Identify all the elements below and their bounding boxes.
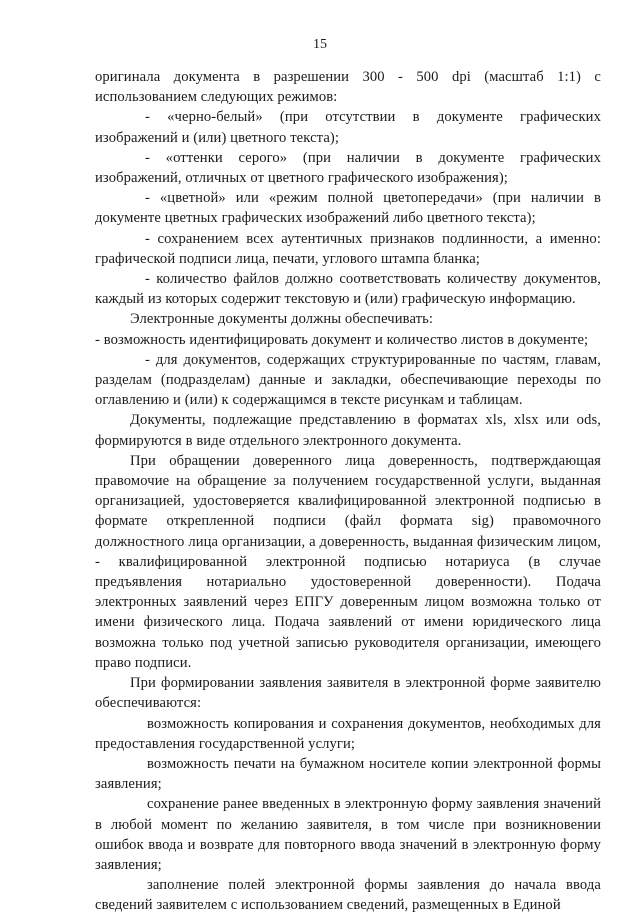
paragraph: - «цветной» или «режим полной цветопередачи» (при наличии в документе цветных графических изображений либо цветного текста);: [95, 190, 601, 227]
document-body: [95, 67, 601, 916]
paragraph: - «черно-белый» (при отсутствии в документе графических изображений и (или) цветного текста);: [95, 109, 601, 146]
paragraph: - «оттенки серого» (при наличии в документе графических изображений, отличных от цветного графического изображения);: [95, 149, 601, 187]
paragraph: заполнение полей электронной формы заявления до начала ввода сведений заявителем с использованием сведений, размещенных в Единой: [95, 877, 601, 914]
paragraph: Электронные документы должны обеспечивать:: [130, 311, 434, 328]
paragraph: При обращении доверенного лица доверенность, подтверждающая правомочие на обращение за получением государственной услуги, выданная организацией, удостоверяется квалифицированной электронной подписью в формате открепленной подписи (файл формата sig) правомочного должностного лица организации, а доверенность, выданная физическим лицом, - квалифицированной электронной подписью нотариуса (в случае предъявления нотариально удостоверенной доверенности). Подача электронных заявлений через ЕПГУ доверенным лицом возможна только от имени физического лица. Подача заявлений от имени юридического лица возможна только под учетной записью руководителя организации, имеющего право подписи.: [95, 452, 601, 671]
page-number: 15: [313, 37, 327, 52]
paragraph: оригинала документа в разрешении 300 - 500 dpi (масштаб 1:1) с использованием следующих режимов:: [95, 69, 601, 106]
paragraph: - количество файлов должно соответствовать количеству документов, каждый из которых содержит текстовую и (или) графическую информацию.: [95, 271, 601, 308]
paragraph: - возможность идентифицировать документ и количество листов в документе;: [95, 331, 589, 348]
paragraph: Документы, подлежащие представлению в форматах xls, xlsx или ods, формируются в виде отдельного электронного документа.: [95, 412, 601, 449]
paragraph: возможность печати на бумажном носителе копии электронной формы заявления;: [95, 755, 601, 793]
paragraph: сохранение ранее введенных в электронную форму заявления значений в любой момент по желанию заявителя, в том числе при возникновении ошибок ввода и возврате для повторного ввода значений в электронную форму заявления;: [95, 796, 601, 873]
paragraph: возможность копирования и сохранения документов, необходимых для предоставления государственной услуги;: [95, 715, 601, 752]
paragraph: - сохранением всех аутентичных признаков подлинности, а именно: графической подписи лица, печати, углового штампа бланка;: [95, 230, 601, 267]
paragraph: - для документов, содержащих структурированные по частям, главам, разделам (подразделам) данные и закладки, обеспечивающие переходы по оглавлению и (или) к содержащимся в тексте рисункам и таблицам.: [95, 351, 601, 409]
paragraph: При формировании заявления заявителя в электронной форме заявителю обеспечиваются:: [95, 675, 601, 712]
